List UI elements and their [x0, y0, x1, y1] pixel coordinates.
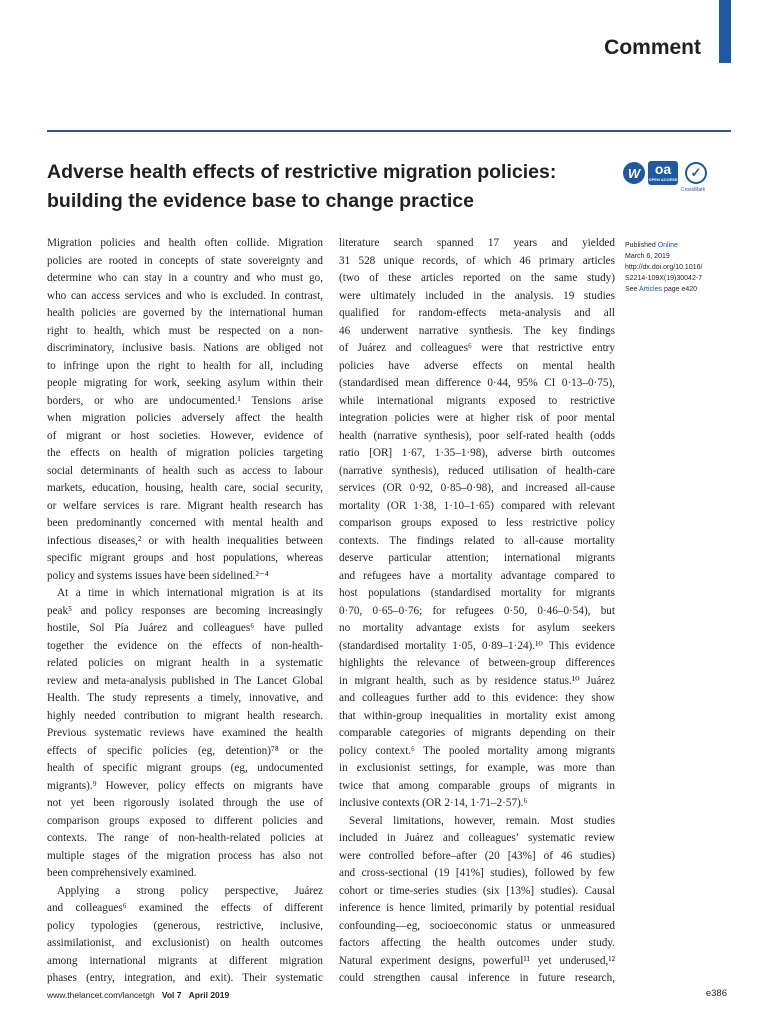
- text-line: policies are rooted in concepts of state sovereignty and: [47, 254, 323, 267]
- text-line: were controlled before–after (20 [43%] of 46 studies): [339, 849, 615, 862]
- text-line: related policies on migrant health in a systematic: [47, 657, 323, 669]
- text-line: social determinants of health such as access to labour: [47, 464, 323, 477]
- title-line-2: building the evidence base to change practice: [47, 190, 474, 212]
- header-rule: [47, 130, 731, 132]
- page-number: e386: [705, 988, 727, 999]
- text-line: mortality (OR 1·38, 1·10–1·65) compared with relevant: [339, 499, 615, 512]
- journal-url[interactable]: www.thelancet.com/lancetgh: [47, 990, 155, 1000]
- see-suffix: page e420: [663, 286, 698, 293]
- publication-notes: [625, 240, 735, 295]
- text-line: inference is hence limited, primarily by potential residual: [339, 902, 615, 914]
- text-line: health of specific migrant groups (eg, undocumented: [47, 762, 323, 774]
- text-line: Natural experiment designs, powerful¹¹ yet underused,¹²: [339, 954, 615, 967]
- text-line: phases (entry, integration, and exit). Their systematic: [47, 972, 323, 984]
- open-access-icon: [648, 161, 678, 185]
- text-line: highlights the relevance of between-group differences: [339, 657, 615, 669]
- text-line: in migrant health, such as by residence status.¹⁰ Juárez: [339, 674, 615, 687]
- text-line: policies have adverse effects on mental health: [339, 359, 615, 372]
- see-also-line: [625, 284, 735, 295]
- published-line: [625, 240, 735, 251]
- text-line: right to health, which must be respected on a non-: [47, 324, 323, 337]
- doi-link-line-2[interactable]: S2214-109X(19)30042-7: [625, 275, 703, 282]
- text-line: highly needed contribution to migrant health research.: [47, 709, 323, 722]
- wellcome-icon: W: [623, 162, 645, 184]
- footer-citation: [47, 990, 229, 1000]
- text-line: of Juárez and colleagues⁶ were that restrictive entry: [339, 342, 615, 354]
- text-line: specific migrant groups and host populations, whereas: [47, 552, 323, 564]
- text-line: among international migrants at different migration: [47, 954, 323, 967]
- text-line: together the evidence on the effects of non-health-: [47, 639, 323, 652]
- text-line: and colleagues⁶ examined the effects of different: [47, 902, 323, 914]
- text-line: contexts. The range of non-health-related policies at: [47, 832, 323, 844]
- text-line: confounding—eg, socioeconomic status or unmeasured: [339, 919, 615, 932]
- access-badges: [623, 160, 719, 196]
- text-line: multiple stages of the migration process has also not: [47, 849, 323, 862]
- text-line: comparison groups exposed to less restrictive policy: [339, 517, 615, 529]
- text-line: people migrating for work, seeking asylum within their: [47, 377, 323, 389]
- text-line: contexts. The findings related to all-cause mortality: [339, 534, 615, 547]
- text-line: and refugees have a mortality advantage compared to: [339, 569, 615, 582]
- text-line: services (OR 0·92, 0·85–0·98), and increased all-cause: [339, 482, 615, 494]
- section-label: Comment: [604, 36, 701, 59]
- published-date: March 6, 2019: [625, 253, 670, 260]
- text-line: Migration policies and health often collide. Migration: [47, 237, 323, 249]
- crossmark-label: CrossMark: [681, 187, 706, 193]
- text-line: cohort or time-series studies (six [13%] studies). Causal: [339, 884, 615, 897]
- text-line: health policies are governed by the international human: [47, 307, 323, 319]
- text-line: (two of these articles reported on the same study): [339, 272, 615, 284]
- text-line: comparison groups exposed to different policies and: [47, 814, 323, 827]
- see-prefix: See: [625, 286, 638, 293]
- body-column-2: [339, 235, 615, 988]
- text-line: Health. The study represents a timely, innovative, and: [47, 692, 323, 704]
- see-articles-link[interactable]: Articles: [639, 286, 662, 293]
- section-color-bar: [719, 0, 731, 63]
- text-line: policy typologies (generous, restrictive, inclusive,: [47, 919, 323, 932]
- text-line: 46 underwent narrative synthesis. The key findings: [339, 324, 615, 337]
- title-line-1: Adverse health effects of restrictive migration policies:: [47, 161, 557, 183]
- text-line: comparable categories of migrants depending on their: [339, 727, 615, 739]
- text-line: qualified for random-effects meta-analysis and all: [339, 307, 615, 319]
- text-line: determine who can stay in a country and who must go,: [47, 272, 323, 284]
- text-line: (standardised mean difference 0·44, 95% CI 0·13–0·75),: [339, 377, 615, 389]
- text-line: peak⁵ and policy responses are becoming increasingly: [47, 604, 323, 617]
- text-line: borders, or who are undocumented.¹ Tensions arise: [47, 394, 323, 407]
- text-line: and cross-sectional (19 [41%] studies), followed by few: [339, 867, 615, 879]
- published-label: Published: [625, 242, 656, 249]
- text-line: were ultimately included in the analysis. 19 studies: [339, 289, 615, 302]
- text-line: At a time in which international migration is at its: [57, 587, 323, 599]
- oa-sub-label: OPEN ACCESS: [648, 177, 678, 182]
- text-line: deserve particular attention; international migrants: [339, 552, 615, 564]
- text-line: host populations (standardised mortality for migrants: [339, 587, 615, 599]
- text-line: included in Juárez and colleagues’ systematic review: [339, 832, 615, 844]
- text-line: ratio [OR] 1·67, 1·35–1·98), adverse birth outcomes: [339, 447, 615, 459]
- text-line: 31 528 unique records, of which 46 primary articles: [339, 254, 615, 267]
- text-line: who can access services and who is excluded. In contrast,: [47, 289, 323, 302]
- text-line: Applying a strong policy perspective, Juárez: [57, 884, 323, 897]
- text-line: infectious diseases,² or with health inequalities between: [47, 534, 323, 547]
- text-line: or welfare services is rare. Migrant health research has: [47, 499, 323, 512]
- text-line: not yet been rigorously isolated through the use of: [47, 797, 323, 809]
- doi-link-line-1[interactable]: http://dx.doi.org/10.1016/: [625, 264, 703, 271]
- text-line: Several limitations, however, remain. Most studies: [349, 814, 615, 827]
- oa-label: oa: [654, 161, 672, 177]
- text-line: the effects on health of migration policies targeting: [47, 447, 323, 459]
- text-line: inclusive contexts (OR 2·14, 1·71–2·57).⁶: [339, 797, 528, 809]
- text-line: twice that among comparable groups of migrants in: [339, 779, 615, 792]
- text-line: and colleagues further add to this evidence: they show: [339, 692, 615, 704]
- text-line: of migrant or host societies. However, evidence of: [47, 429, 323, 442]
- text-line: could strengthen causal inference in future research,: [339, 972, 615, 984]
- text-line: been comprehensively examined.: [47, 867, 197, 879]
- text-line: to infringe upon the right to health for all, including: [47, 359, 323, 372]
- text-line: (standardised mortality 1·05, 0·89–1·24).¹⁰ This evidence: [339, 639, 615, 652]
- text-line: literature search spanned 17 years and yielded: [339, 237, 615, 249]
- text-line: integration policies were at higher risk of poor mental: [339, 412, 615, 424]
- text-line: review and meta-analysis published in The Lancet Global: [47, 674, 323, 687]
- text-line: Previous systematic reviews have examined the health: [47, 727, 323, 739]
- volume-number: Vol 7: [161, 990, 182, 1000]
- published-online-link[interactable]: Online: [657, 242, 678, 249]
- text-line: markets, education, housing, health care, social security,: [47, 482, 323, 494]
- article-title: [47, 158, 607, 216]
- text-line: migrants).⁹ However, policy effects on migrants have: [47, 779, 323, 792]
- text-line: no mortality advantage exists for asylum seekers: [339, 622, 615, 634]
- text-line: assimilationist, and exclusionist) on health outcomes: [47, 937, 323, 949]
- text-line: health (narrative synthesis), poor self-rated health (odds: [339, 429, 615, 442]
- body-column-1: [47, 235, 323, 988]
- text-line: been predominantly concerned with mental health and: [47, 517, 323, 529]
- text-line: when migration policies adversely affect the health: [47, 412, 323, 424]
- text-line: effects of specific policies (eg, detention)⁷⁸ or the: [47, 744, 323, 757]
- text-line: policy context.⁶ The pooled mortality among migrants: [339, 744, 615, 757]
- issue-date: April 2019: [188, 990, 230, 1000]
- text-line: (narrative synthesis), reduced utilisation of health-care: [339, 464, 615, 477]
- text-line: discriminatory, inclusive basis. Nations are obliged not: [47, 342, 323, 354]
- crossmark-icon[interactable]: ✓: [685, 162, 707, 184]
- text-line: factors affecting the health outcomes under study.: [339, 937, 615, 949]
- text-line: in exclusionist settings, for example, was more than: [339, 762, 615, 774]
- text-line: hostile, Sol Pía Juárez and colleagues⁶ have pulled: [47, 622, 323, 634]
- text-line: that within-group inequalities in mortality exist among: [339, 709, 615, 722]
- text-line: while international migrants exposed to restrictive: [339, 394, 615, 407]
- text-line: policy and systems issues have been sidelined.²⁻⁴: [47, 569, 269, 582]
- text-line: 0·70, 0·65–0·76; for refugees 0·50, 0·46–0·54), but: [339, 604, 615, 617]
